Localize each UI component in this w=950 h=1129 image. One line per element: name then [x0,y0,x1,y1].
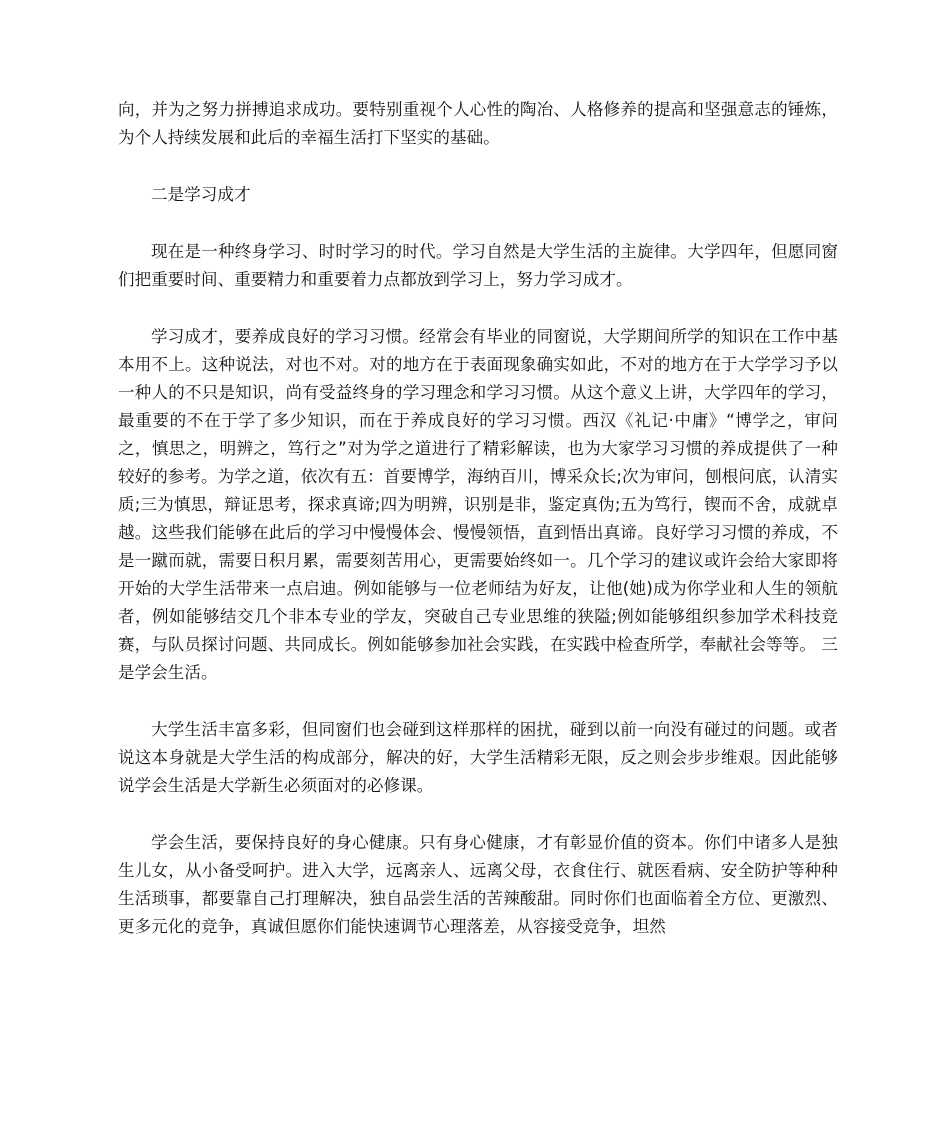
paragraph-university-life: 大学生活丰富多彩，但同窗们也会碰到这样那样的困扰，碰到以前一向没有碰过的问题。或者说这本身就是大学生活的构成部分，解决的好，大学生活精彩无限，反之则会步步维艰。因此能够说学会生活是大学新生必须面对的必修课。 [118,720,838,795]
paragraph-health: 学会生活，要保持良好的身心健康。只有身心健康，才有彰显价值的资本。你们中诸多人是独生儿女，从小备受呵护。进入大学，远离亲人、远离父母，衣食住行、就医看病、安全防护等种种生活琐事，都要靠自己打理解决，独自品尝生活的苦辣酸甜。同时你们也面临着全方位、更激烈、更多元化的竞争，真诚但愿你们能快速调节心理落差，从容接受竞争，坦然 [118,833,838,936]
paragraph-study-habits: 学习成才，要养成良好的学习习惯。经常会有毕业的同窗说，大学期间所学的知识在工作中基本用不上。这种说法，对也不对。对的地方在于表面现象确实如此，不对的地方在于大学学习予以一种人的不只是知识，尚有受益终身的学习理念和学习习惯。从这个意义上讲，大学四年的学习，最重要的不在于学了多少知识，而在于养成良好的学习习惯。西汉《礼记·中庸》“博学之，审问之，慎思之，明辨之，笃行之”对为学之道进行了精彩解读，也为大家学习习惯的养成提供了一种较好的参考。为学之道，依次有五：首要博学，海纳百川，博采众长;次为审问，刨根问底，认清实质;三为慎思，辩证思考，探求真谛;四为明辨，识别是非，鉴定真伪;五为笃行，锲而不舍，成就卓越。这些我们能够在此后的学习中慢慢体会、慢慢领悟，直到悟出真谛。良好学习习惯的养成，不是一蹴而就，需要日积月累，需要刻苦用心，更需要始终如一。几个学习的建议或许会给大家即将开始的大学生活带来一点启迪。例如能够与一位老师结为好友，让他(她)成为你学业和人生的领航者，例如能够结交几个非本专业的学友，突破自己专业思维的狭隘;例如能够组织参加学术科技竞赛，与队员探讨问题、共同成长。例如能够参加社会实践，在实践中检查所学，奉献社会等等。 三是学会生活。 [118,327,838,682]
paragraph-lifelong-learning: 现在是一种终身学习、时时学习的时代。学习自然是大学生活的主旋律。大学四年，但愿同窗们把重要时间、重要精力和重要着力点都放到学习上，努力学习成才。 [118,242,838,289]
document-page [118,96,838,970]
paragraph-continuation: 向，并为之努力拼搏追求成功。要特别重视个人心性的陶冶、人格修养的提高和坚强意志的锤炼，为个人持续发展和此后的幸福生活打下坚实的基础。 [118,100,838,147]
section-heading-learning: 二是学习成才 [151,185,251,204]
